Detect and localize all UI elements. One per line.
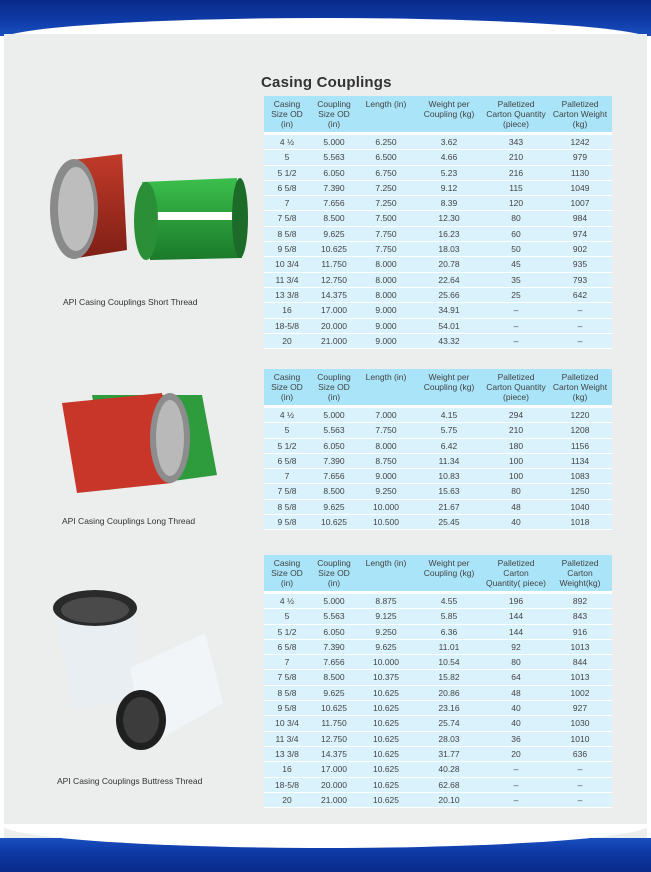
table-cell: 54.01 (414, 318, 484, 333)
table-row (264, 165, 612, 180)
table-cell: 11 3/4 (264, 272, 310, 287)
table-cell: 9 5/8 (264, 701, 310, 716)
column-header: Length (in) (358, 555, 414, 593)
table-cell: 1134 (548, 453, 612, 468)
table-cell: 7.390 (310, 453, 358, 468)
table-row (264, 180, 612, 195)
table-cell: 7.250 (358, 180, 414, 195)
table-cell: 15.63 (414, 484, 484, 499)
table-cell: 18.03 (414, 242, 484, 257)
table-cell: 4.15 (414, 407, 484, 423)
column-header: Casing Size OD (in) (264, 369, 310, 407)
table-cell: 14.375 (310, 746, 358, 761)
table-cell: – (548, 333, 612, 348)
table-cell: 9.12 (414, 180, 484, 195)
table-cell: 10.625 (358, 792, 414, 807)
table-row (264, 318, 612, 333)
table-cell: 10.000 (358, 499, 414, 514)
table-cell: 210 (484, 423, 548, 438)
table-cell: 40 (484, 716, 548, 731)
bottom-banner (0, 838, 651, 872)
table-cell: 5 (264, 423, 310, 438)
table-cell: 1013 (548, 670, 612, 685)
table-row (264, 792, 612, 807)
table-cell: 1250 (548, 484, 612, 499)
table-cell: 11.34 (414, 453, 484, 468)
table-cell: 120 (484, 196, 548, 211)
table-row (264, 499, 612, 514)
table-cell: 984 (548, 211, 612, 226)
table-cell: 11.01 (414, 639, 484, 654)
table-cell: 20 (264, 333, 310, 348)
table-cell: 7.390 (310, 639, 358, 654)
table-cell: 5.75 (414, 423, 484, 438)
table-cell: 28.03 (414, 731, 484, 746)
table-cell: 8.000 (358, 257, 414, 272)
table-cell: 6.250 (358, 134, 414, 150)
table-cell: 7.656 (310, 196, 358, 211)
table-cell: 5.000 (310, 407, 358, 423)
table-cell: 48 (484, 499, 548, 514)
table-cell: 16 (264, 303, 310, 318)
table-row (264, 655, 612, 670)
table-cell: 5.000 (310, 134, 358, 150)
table-cell: 1007 (548, 196, 612, 211)
table-cell: 979 (548, 150, 612, 165)
table-cell: 20.78 (414, 257, 484, 272)
table-cell: 80 (484, 484, 548, 499)
table-row (264, 670, 612, 685)
table-cell: 4.55 (414, 593, 484, 609)
table-cell: 6.36 (414, 624, 484, 639)
table-cell: 8.500 (310, 484, 358, 499)
table-cell: 10.54 (414, 655, 484, 670)
table-cell: 92 (484, 639, 548, 654)
table-cell: 9.625 (310, 685, 358, 700)
table-cell: 17.000 (310, 762, 358, 777)
table-row (264, 272, 612, 287)
table-cell: 8 5/8 (264, 226, 310, 241)
table-cell: 343 (484, 134, 548, 150)
table-cell: 9.625 (310, 226, 358, 241)
table-cell: 13 3/8 (264, 746, 310, 761)
table-cell: 14.375 (310, 287, 358, 302)
table-cell: 6.42 (414, 438, 484, 453)
table-cell: 9 5/8 (264, 515, 310, 530)
table-cell: 12.750 (310, 731, 358, 746)
table-cell: – (484, 762, 548, 777)
table-cell: 9.250 (358, 484, 414, 499)
table-cell: 210 (484, 150, 548, 165)
table-cell: 13 3/8 (264, 287, 310, 302)
table-row (264, 515, 612, 530)
table-header-row (264, 555, 612, 593)
table-cell: 1208 (548, 423, 612, 438)
table-short-thread (264, 96, 612, 349)
table-cell: 916 (548, 624, 612, 639)
table-cell: 8.000 (358, 287, 414, 302)
long-thread-coupling-image (52, 385, 232, 500)
table-cell: 3.62 (414, 134, 484, 150)
table-long-thread (264, 369, 612, 530)
table-row (264, 423, 612, 438)
table-cell: 9.125 (358, 609, 414, 624)
column-header: Palletized Carton Weight(kg) (548, 555, 612, 593)
table-row (264, 226, 612, 241)
table-cell: 64 (484, 670, 548, 685)
table-row (264, 303, 612, 318)
table-cell: 7.750 (358, 242, 414, 257)
table-cell: 180 (484, 438, 548, 453)
table-cell: 10.000 (358, 655, 414, 670)
table-cell: 7 5/8 (264, 670, 310, 685)
table-cell: 7 (264, 469, 310, 484)
table-cell: 5 1/2 (264, 165, 310, 180)
table-cell: 5.23 (414, 165, 484, 180)
table-cell: 25.66 (414, 287, 484, 302)
table-cell: 935 (548, 257, 612, 272)
table-cell: 5 (264, 609, 310, 624)
table-cell: 5 (264, 150, 310, 165)
table-cell: 1018 (548, 515, 612, 530)
table-cell: – (548, 303, 612, 318)
table-cell: 6.050 (310, 165, 358, 180)
table-cell: 10.375 (358, 670, 414, 685)
table-cell: – (484, 318, 548, 333)
table-cell: 4 ½ (264, 407, 310, 423)
table-cell: 20.000 (310, 777, 358, 792)
table-cell: 115 (484, 180, 548, 195)
table-cell: – (484, 303, 548, 318)
table-cell: 10.625 (310, 242, 358, 257)
column-header: Palletized Carton Weight (kg) (548, 96, 612, 134)
table-row (264, 407, 612, 423)
table-cell: 7 (264, 655, 310, 670)
table-cell: 36 (484, 731, 548, 746)
table-cell: 5.563 (310, 423, 358, 438)
table-cell: 144 (484, 609, 548, 624)
table-header-row (264, 369, 612, 407)
table-cell: 7.500 (358, 211, 414, 226)
table-cell: 11.750 (310, 716, 358, 731)
table-cell: 10.625 (358, 762, 414, 777)
table-cell: 642 (548, 287, 612, 302)
column-header: Casing Size OD (in) (264, 96, 310, 134)
table-cell: 12.30 (414, 211, 484, 226)
table-cell: 35 (484, 272, 548, 287)
table-cell: 7.250 (358, 196, 414, 211)
caption-long-thread: API Casing Couplings Long Thread (62, 516, 196, 526)
table-row (264, 609, 612, 624)
table-cell: 25.74 (414, 716, 484, 731)
table-row (264, 196, 612, 211)
table-row (264, 762, 612, 777)
table-cell: 6 5/8 (264, 453, 310, 468)
table-cell: 62.68 (414, 777, 484, 792)
table-cell: 40.28 (414, 762, 484, 777)
table-cell: – (548, 318, 612, 333)
table-cell: 60 (484, 226, 548, 241)
column-header: Weight per Coupling (kg) (414, 555, 484, 593)
table-row (264, 333, 612, 348)
table-cell: 1130 (548, 165, 612, 180)
table-cell: 25 (484, 287, 548, 302)
table-cell: 974 (548, 226, 612, 241)
table-cell: 9.625 (310, 499, 358, 514)
table-cell: 21.67 (414, 499, 484, 514)
table-cell: 7 (264, 196, 310, 211)
table-cell: 1220 (548, 407, 612, 423)
table-cell: 31.77 (414, 746, 484, 761)
table-cell: 9.000 (358, 303, 414, 318)
table-row (264, 731, 612, 746)
column-header: Palletized Carton Quantity( piece) (484, 555, 548, 593)
table-row (264, 242, 612, 257)
table-cell: 10 3/4 (264, 257, 310, 272)
table-cell: 40 (484, 701, 548, 716)
table-cell: 43.32 (414, 333, 484, 348)
table-cell: 7.750 (358, 226, 414, 241)
table-cell: 11.750 (310, 257, 358, 272)
table-cell: 34.91 (414, 303, 484, 318)
table-cell: – (484, 777, 548, 792)
table-row (264, 150, 612, 165)
table-cell: 25.45 (414, 515, 484, 530)
table-cell: 892 (548, 593, 612, 609)
table-cell: 1030 (548, 716, 612, 731)
table-cell: 22.64 (414, 272, 484, 287)
table-row (264, 469, 612, 484)
table-cell: 80 (484, 211, 548, 226)
table-cell: 844 (548, 655, 612, 670)
table-cell: 8.750 (358, 453, 414, 468)
table-row (264, 701, 612, 716)
table-cell: 48 (484, 685, 548, 700)
table-cell: 16 (264, 762, 310, 777)
table-cell: 4 ½ (264, 593, 310, 609)
table-cell: 15.82 (414, 670, 484, 685)
table-cell: 10.625 (358, 701, 414, 716)
table-cell: 8.875 (358, 593, 414, 609)
table-cell: 8.39 (414, 196, 484, 211)
table-row (264, 438, 612, 453)
table-cell: 9 5/8 (264, 242, 310, 257)
table-cell: 1010 (548, 731, 612, 746)
table-cell: 9.000 (358, 469, 414, 484)
table-row (264, 777, 612, 792)
table-cell: 10 3/4 (264, 716, 310, 731)
top-banner (0, 0, 651, 36)
column-header: Length (in) (358, 369, 414, 407)
table-cell: 7.000 (358, 407, 414, 423)
table-cell: 636 (548, 746, 612, 761)
table-cell: – (548, 762, 612, 777)
table-cell: 16.23 (414, 226, 484, 241)
table-cell: 216 (484, 165, 548, 180)
column-header: Length (in) (358, 96, 414, 134)
table-cell: 4 ½ (264, 134, 310, 150)
table-cell: 12.750 (310, 272, 358, 287)
table-row (264, 134, 612, 150)
table-cell: 6.750 (358, 165, 414, 180)
table-cell: 843 (548, 609, 612, 624)
table-cell: 21.000 (310, 792, 358, 807)
table-cell: 8.000 (358, 272, 414, 287)
table-cell: 294 (484, 407, 548, 423)
table-cell: 5.000 (310, 593, 358, 609)
table-cell: 10.625 (358, 731, 414, 746)
table-cell: 9.000 (358, 333, 414, 348)
table-cell: 6 5/8 (264, 639, 310, 654)
table-cell: 10.625 (358, 777, 414, 792)
column-header: Casing Size OD (in) (264, 555, 310, 593)
table-cell: 20.10 (414, 792, 484, 807)
table-cell: 1040 (548, 499, 612, 514)
table-cell: 8.500 (310, 211, 358, 226)
table-cell: 8.500 (310, 670, 358, 685)
table-cell: 20.86 (414, 685, 484, 700)
column-header: Palletized Carton Weight (kg) (548, 369, 612, 407)
table-cell: 45 (484, 257, 548, 272)
column-header: Palletized Carton Quantity (piece) (484, 96, 548, 134)
table-row (264, 685, 612, 700)
short-thread-coupling-image (42, 150, 252, 270)
column-header: Coupling Size OD (in) (310, 369, 358, 407)
table-cell: 8 5/8 (264, 685, 310, 700)
table-cell: 902 (548, 242, 612, 257)
table-cell: 8.000 (358, 438, 414, 453)
table-cell: 5 1/2 (264, 438, 310, 453)
column-header: Weight per Coupling (kg) (414, 369, 484, 407)
table-buttress-thread (264, 555, 612, 808)
table-cell: 10.625 (358, 716, 414, 731)
table-row (264, 624, 612, 639)
table-cell: 9.000 (358, 318, 414, 333)
table-row (264, 639, 612, 654)
table-row (264, 211, 612, 226)
table-cell: 40 (484, 515, 548, 530)
table-cell: 6.050 (310, 438, 358, 453)
table-cell: 1156 (548, 438, 612, 453)
table-cell: 20 (484, 746, 548, 761)
table-cell: 8 5/8 (264, 499, 310, 514)
table-cell: 21.000 (310, 333, 358, 348)
column-header: Palletized Carton Quantity (piece) (484, 369, 548, 407)
table-cell: 20 (264, 792, 310, 807)
table-cell: 23.16 (414, 701, 484, 716)
table-cell: 18-5/8 (264, 318, 310, 333)
table-cell: 17.000 (310, 303, 358, 318)
table-cell: 50 (484, 242, 548, 257)
table-cell: 10.500 (358, 515, 414, 530)
table-cell: 9.625 (358, 639, 414, 654)
table-cell: 100 (484, 453, 548, 468)
table-cell: 7.390 (310, 180, 358, 195)
table-cell: 1002 (548, 685, 612, 700)
table-cell: 100 (484, 469, 548, 484)
table-cell: 927 (548, 701, 612, 716)
table-cell: – (484, 333, 548, 348)
table-cell: 6 5/8 (264, 180, 310, 195)
table-row (264, 746, 612, 761)
table-cell: 10.625 (310, 515, 358, 530)
table-cell: 5.563 (310, 609, 358, 624)
table-cell: 1049 (548, 180, 612, 195)
table-cell: – (548, 792, 612, 807)
column-header: Coupling Size OD (in) (310, 555, 358, 593)
column-header: Coupling Size OD (in) (310, 96, 358, 134)
table-row (264, 453, 612, 468)
table-row (264, 484, 612, 499)
table-cell: 11 3/4 (264, 731, 310, 746)
caption-short-thread: API Casing Couplings Short Thread (63, 297, 198, 307)
table-cell: 7 5/8 (264, 484, 310, 499)
table-cell: 20.000 (310, 318, 358, 333)
table-row (264, 287, 612, 302)
table-cell: 1242 (548, 134, 612, 150)
table-row (264, 716, 612, 731)
table-cell: 10.83 (414, 469, 484, 484)
table-cell: 196 (484, 593, 548, 609)
table-cell: 5.85 (414, 609, 484, 624)
table-header-row (264, 96, 612, 134)
table-cell: 6.050 (310, 624, 358, 639)
table-cell: 7 5/8 (264, 211, 310, 226)
table-cell: 7.656 (310, 469, 358, 484)
column-header: Weight per Coupling (kg) (414, 96, 484, 134)
table-cell: 10.625 (310, 701, 358, 716)
table-cell: 7.750 (358, 423, 414, 438)
table-cell: 144 (484, 624, 548, 639)
table-cell: 1013 (548, 639, 612, 654)
table-cell: – (548, 777, 612, 792)
caption-buttress-thread: API Casing Couplings Buttress Thread (57, 776, 203, 786)
buttress-thread-coupling-image (45, 588, 235, 763)
page-title: Casing Couplings (261, 74, 392, 91)
table-cell: 5.563 (310, 150, 358, 165)
table-cell: 793 (548, 272, 612, 287)
table-cell: 80 (484, 655, 548, 670)
table-cell: 6.500 (358, 150, 414, 165)
table-row (264, 593, 612, 609)
table-cell: 5 1/2 (264, 624, 310, 639)
table-row (264, 257, 612, 272)
table-cell: 10.625 (358, 685, 414, 700)
table-cell: 4.66 (414, 150, 484, 165)
table-cell: 10.625 (358, 746, 414, 761)
table-cell: 9.250 (358, 624, 414, 639)
table-cell: 1083 (548, 469, 612, 484)
table-cell: – (484, 792, 548, 807)
table-cell: 18-5/8 (264, 777, 310, 792)
table-cell: 7.656 (310, 655, 358, 670)
